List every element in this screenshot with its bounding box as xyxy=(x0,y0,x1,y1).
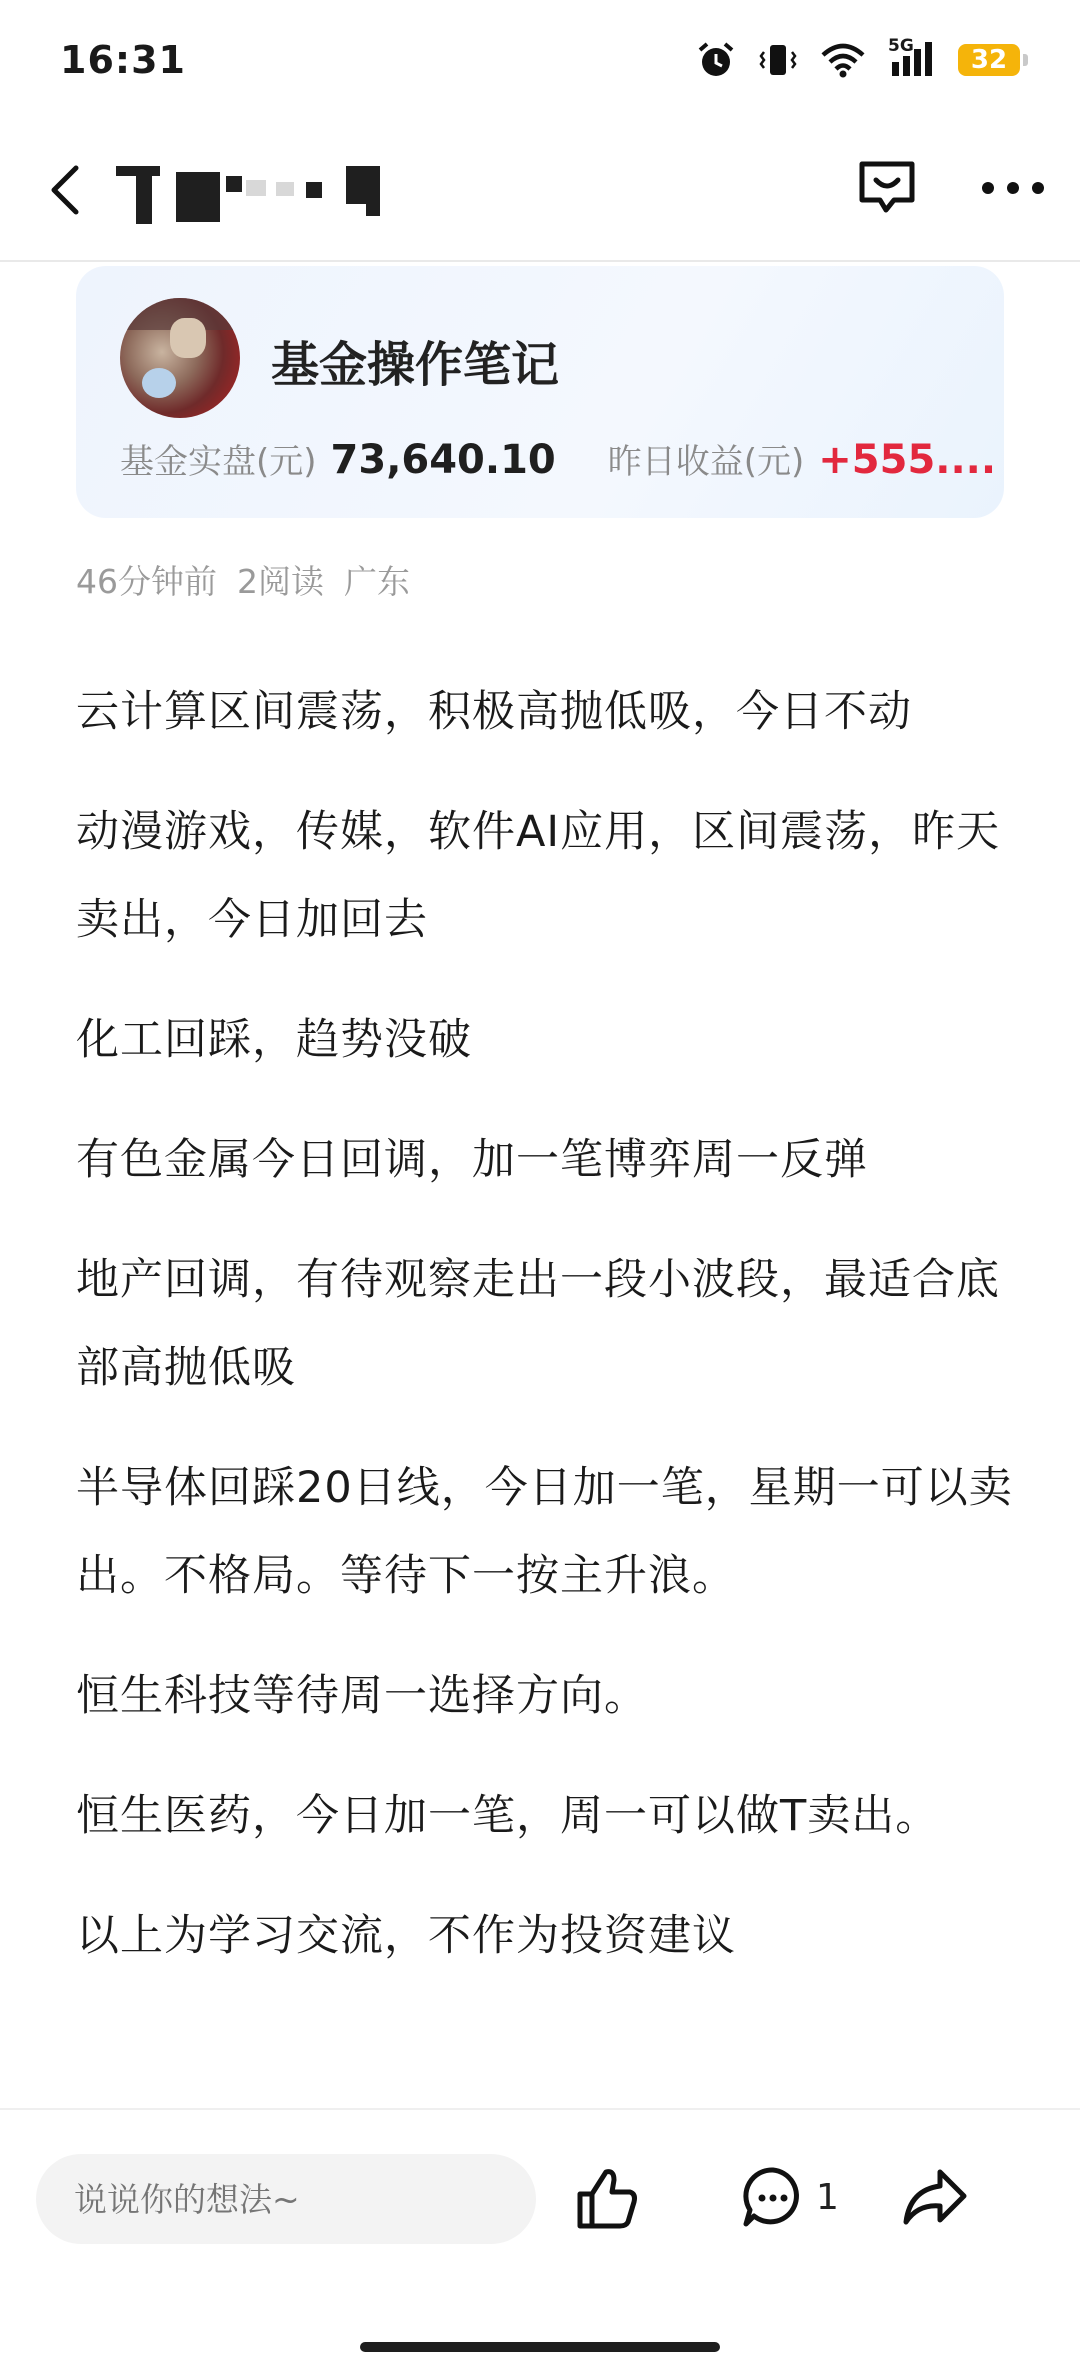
alarm-icon xyxy=(696,40,736,80)
paragraph: 半导体回踩20日线，今日加一笔，星期一可以卖出。不格局。等待下一按主升浪。 xyxy=(76,1463,1013,1601)
post-location: 广东 xyxy=(344,562,410,601)
comment-icon xyxy=(740,2164,806,2230)
paragraph: 云计算区间震荡，积极高抛低吸，今日不动 xyxy=(76,687,912,737)
comment-count: 1 xyxy=(816,2176,839,2218)
avatar[interactable] xyxy=(120,298,240,418)
paragraph: 恒生医药，今日加一笔，周一可以做T卖出。 xyxy=(76,1791,940,1841)
comment-button[interactable] xyxy=(740,2164,839,2230)
status-bar xyxy=(0,0,1080,120)
fund-value: 73,640.10 xyxy=(330,437,556,483)
signal-5g-icon xyxy=(888,36,936,80)
yesterday-label: 昨日收益(元) xyxy=(607,442,805,482)
status-icons xyxy=(696,36,1020,80)
status-time: 16:31 xyxy=(60,38,186,82)
post-content xyxy=(76,668,1016,2012)
home-indicator[interactable] xyxy=(360,2342,720,2352)
nav-bar xyxy=(0,120,1080,262)
battery-icon: 32 xyxy=(958,44,1020,76)
paragraph: 有色金属今日回调，加一笔博弈周一反弹 xyxy=(76,1135,868,1185)
profile-card[interactable] xyxy=(76,266,1004,518)
thumbs-up-icon[interactable] xyxy=(572,2164,642,2234)
read-count: 2阅读 xyxy=(237,562,324,601)
wifi-icon xyxy=(820,40,866,80)
chevron-left-icon[interactable] xyxy=(38,160,98,220)
redacted-title-mask xyxy=(116,152,386,230)
paragraph: 以上为学习交流，不作为投资建议 xyxy=(76,1911,736,1961)
paragraph: 化工回踩，趋势没破 xyxy=(76,1015,472,1065)
share-icon[interactable] xyxy=(900,2164,970,2230)
nav-actions xyxy=(856,158,1046,218)
post-meta xyxy=(76,556,410,603)
paragraph: 地产回调，有待观察走出一段小波段，最适合底部高抛低吸 xyxy=(76,1255,1000,1393)
post-time: 46分钟前 xyxy=(76,562,217,601)
network-label: 5G xyxy=(888,36,914,56)
fund-label: 基金实盘(元) xyxy=(120,442,317,482)
vibrate-icon xyxy=(758,40,798,80)
bottom-action-bar xyxy=(0,2110,1080,2290)
feedback-icon[interactable] xyxy=(856,158,918,218)
paragraph: 动漫游戏，传媒，软件AI应用，区间震荡，昨天卖出，今日加回去 xyxy=(76,807,1001,945)
paragraph: 恒生科技等待周一选择方向。 xyxy=(76,1671,648,1721)
comment-input[interactable] xyxy=(36,2154,536,2244)
yesterday-value: +555.... xyxy=(818,437,997,483)
profile-name[interactable]: 基金操作笔记 xyxy=(271,337,560,393)
profile-stats xyxy=(120,434,996,483)
more-icon[interactable] xyxy=(980,178,1046,198)
